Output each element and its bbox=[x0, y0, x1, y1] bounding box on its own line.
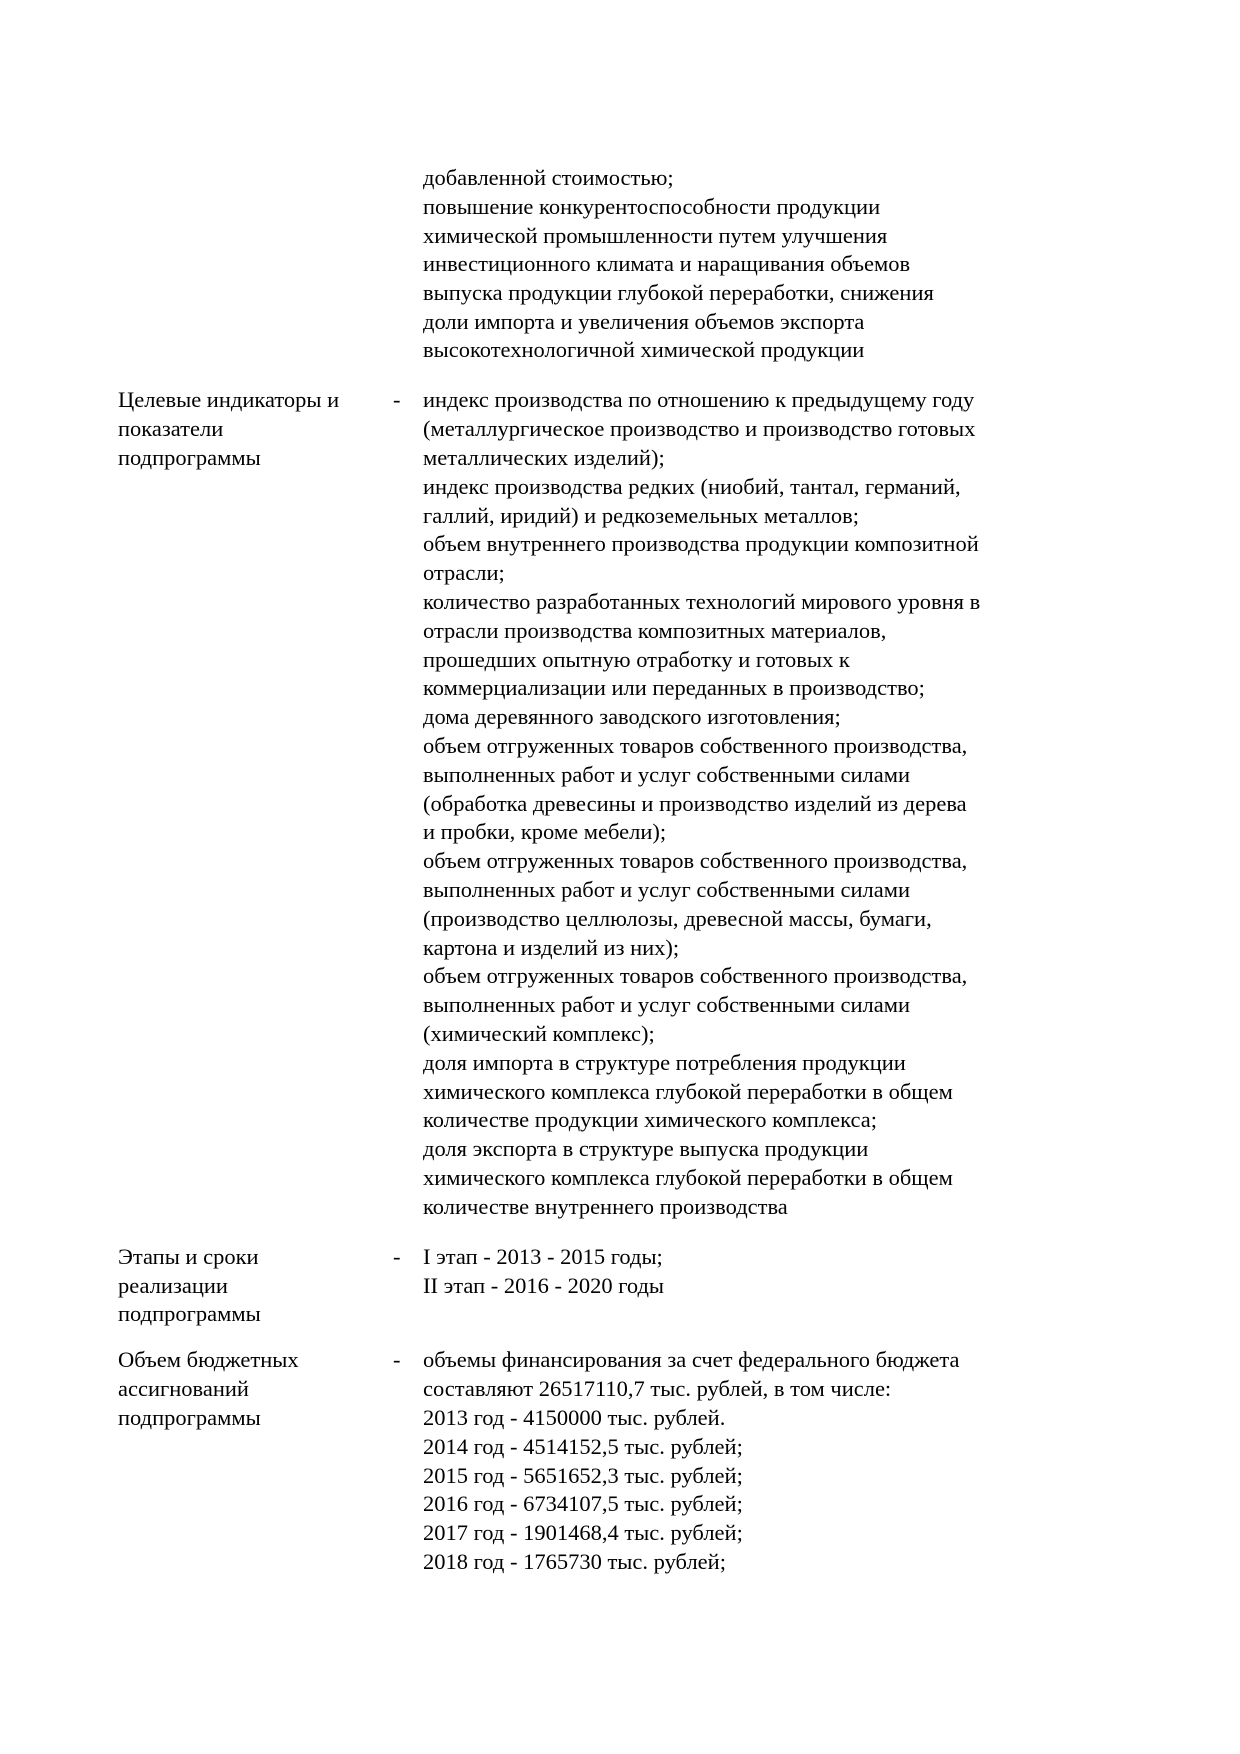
continuation-line: повышение конкурентоспособности продукции bbox=[423, 194, 881, 219]
continuation-line: химической промышленности путем улучшения bbox=[423, 223, 888, 248]
content-line: объемы финансирования за счет федерального бюджета bbox=[423, 1347, 960, 1372]
section-label-line: показатели bbox=[118, 416, 224, 441]
content-line: 2016 год - 6734107,5 тыс. рублей; bbox=[423, 1491, 743, 1516]
content-line: 2014 год - 4514152,5 тыс. рублей; bbox=[423, 1434, 743, 1459]
content-line: галлий, иридий) и редкоземельных металлов; bbox=[423, 503, 859, 528]
content-line: картона и изделий из них); bbox=[423, 935, 680, 960]
continuation-line: доли импорта и увеличения объемов экспорта bbox=[423, 309, 865, 334]
content-line: объем отгруженных товаров собственного производства, bbox=[423, 963, 968, 988]
content-line: 2017 год - 1901468,4 тыс. рублей; bbox=[423, 1520, 743, 1545]
content-line: объем внутреннего производства продукции композитной bbox=[423, 531, 979, 556]
section-label-line: ассигнований bbox=[118, 1376, 249, 1401]
content-line: доля импорта в структуре потребления продукции bbox=[423, 1050, 906, 1075]
content-line: 2018 год - 1765730 тыс. рублей; bbox=[423, 1549, 726, 1574]
content-line: коммерциализации или переданных в производство; bbox=[423, 675, 925, 700]
section-label-line: Этапы и сроки bbox=[118, 1244, 259, 1269]
content-line: индекс производства по отношению к предыдущему году bbox=[423, 387, 975, 412]
content-line: выполненных работ и услуг собственными силами bbox=[423, 762, 911, 787]
content-line: химического комплекса глубокой переработки в общем bbox=[423, 1165, 953, 1190]
content-line: химического комплекса глубокой переработки в общем bbox=[423, 1079, 953, 1104]
content-line: составляют 26517110,7 тыс. рублей, в том числе: bbox=[423, 1376, 892, 1401]
content-line: металлических изделий); bbox=[423, 445, 665, 470]
content-line: прошедших опытную отработку и готовых к bbox=[423, 647, 850, 672]
content-line: (обработка древесины и производство изделий из дерева bbox=[423, 791, 967, 816]
content-line: выполненных работ и услуг собственными силами bbox=[423, 992, 911, 1017]
content-line: отрасли; bbox=[423, 560, 505, 585]
section-label-line: Целевые индикаторы и bbox=[118, 387, 340, 412]
content-line: (производство целлюлозы, древесной массы, бумаги, bbox=[423, 906, 932, 931]
section-dash: - bbox=[393, 387, 401, 412]
section-dash: - bbox=[393, 1244, 401, 1269]
section-label-line: подпрограммы bbox=[118, 1301, 261, 1326]
content-line: количестве внутреннего производства bbox=[423, 1194, 788, 1219]
content-line: II этап - 2016 - 2020 годы bbox=[423, 1273, 665, 1298]
content-line: доля экспорта в структуре выпуска продукции bbox=[423, 1136, 869, 1161]
content-line: объем отгруженных товаров собственного производства, bbox=[423, 848, 968, 873]
content-line: (металлургическое производство и производство готовых bbox=[423, 416, 976, 441]
continuation-line: высокотехнологичной химической продукции bbox=[423, 337, 865, 362]
section-label-line: подпрограммы bbox=[118, 1405, 261, 1430]
content-line: и пробки, кроме мебели); bbox=[423, 819, 667, 844]
content-line: выполненных работ и услуг собственными силами bbox=[423, 877, 911, 902]
continuation-line: добавленной стоимостью; bbox=[423, 165, 674, 190]
section-dash: - bbox=[393, 1347, 401, 1372]
content-line: количество разработанных технологий мирового уровня в bbox=[423, 589, 981, 614]
section-label-line: Объем бюджетных bbox=[118, 1347, 299, 1372]
continuation-line: выпуска продукции глубокой переработки, снижения bbox=[423, 280, 934, 305]
section-label-line: реализации bbox=[118, 1273, 228, 1298]
content-line: 2013 год - 4150000 тыс. рублей. bbox=[423, 1405, 726, 1430]
content-line: дома деревянного заводского изготовления; bbox=[423, 704, 841, 729]
content-line: (химический комплекс); bbox=[423, 1021, 655, 1046]
continuation-line: инвестиционного климата и наращивания объемов bbox=[423, 251, 911, 276]
content-line: объем отгруженных товаров собственного производства, bbox=[423, 733, 968, 758]
content-line: отрасли производства композитных материалов, bbox=[423, 618, 887, 643]
section-label-line: подпрограммы bbox=[118, 445, 261, 470]
content-line: индекс производства редких (ниобий, тантал, германий, bbox=[423, 474, 961, 499]
content-line: 2015 год - 5651652,3 тыс. рублей; bbox=[423, 1463, 743, 1488]
content-line: количестве продукции химического комплекса; bbox=[423, 1107, 878, 1132]
content-line: I этап - 2013 - 2015 годы; bbox=[423, 1244, 663, 1269]
